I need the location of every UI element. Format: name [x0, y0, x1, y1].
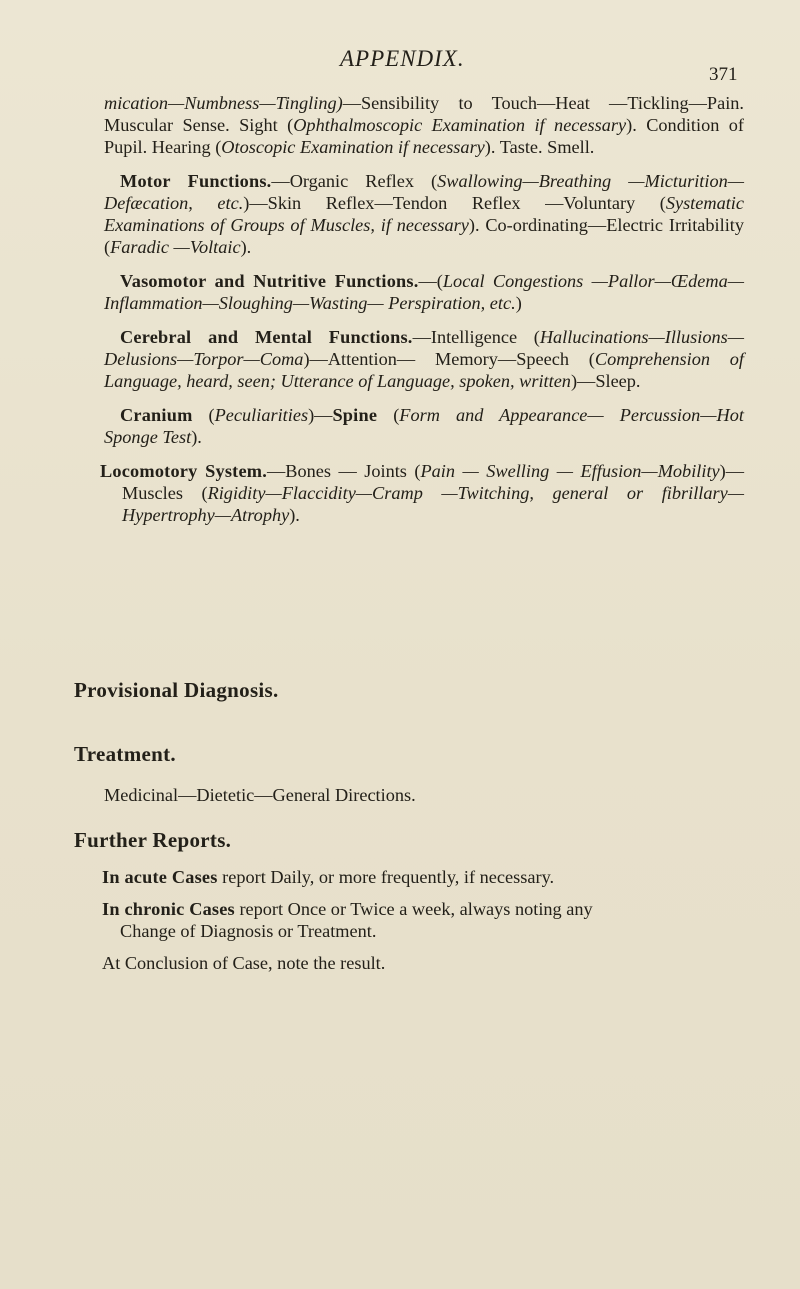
motor-paragraph — [104, 170, 744, 258]
provisional-diagnosis-heading: Provisional Diagnosis. — [74, 678, 279, 702]
treatment-heading: Treatment. — [74, 742, 176, 766]
cranium-text-d: ). — [191, 427, 202, 447]
motor-text-b: )—Skin Reflex—Tendon Reflex —Voluntary ( — [243, 193, 666, 213]
motor-italic-c: Faradic —Voltaic — [110, 237, 241, 257]
locomotory-text-b: )—Muscles ( — [122, 461, 745, 503]
chronic-cases-term: In chronic Cases — [102, 899, 235, 919]
further-reports-heading: Further Reports. — [74, 828, 232, 852]
cerebral-text-c: )—Sleep. — [570, 371, 641, 391]
cranium-italic-b: Form and Appearance— Percussion—Hot Sponge Test — [104, 405, 744, 447]
acute-cases-term: In acute Cases — [102, 867, 218, 887]
treatment-line: Medicinal—Dietetic—General Directions. — [104, 785, 416, 805]
motor-italic-a: Swallowing—Breathing —Micturition—Defæcation, etc. — [104, 171, 744, 213]
sensation-paragraph — [104, 92, 744, 158]
sensation-italic-a: Ophthalmoscopic Examination if necessary — [293, 115, 627, 135]
cerebral-italic-a: Hallucinations—Illusions—Delusions—Torpor—Coma — [104, 327, 744, 369]
locomotory-italic-a: Pain — Swelling — Effusion—Mobility — [420, 461, 720, 481]
examination-schedule — [100, 92, 745, 538]
cranium-text-b: )— — [308, 405, 333, 425]
cranium-text-a: ( — [192, 405, 215, 425]
running-head — [0, 42, 800, 85]
cranium-text-c: ( — [377, 405, 400, 425]
cranium-italic-a: Peculiarities — [214, 405, 309, 425]
sensation-italic-b: Otoscopic Examination if necessary — [221, 137, 485, 157]
vasomotor-text-b: ) — [515, 293, 522, 313]
sensation-text-a: —Sensibility to Touch—Heat —Tickling—Pain. Muscular Sense. Sight ( — [104, 93, 744, 135]
motor-text-d: ). — [240, 237, 252, 257]
vasomotor-term: Vasomotor and Nutritive Functions. — [120, 271, 419, 291]
motor-text-a: —Organic Reflex ( — [271, 171, 438, 191]
cerebral-text-b: )—Attention— Memory—Speech ( — [303, 349, 595, 369]
vasomotor-italic-a: Local Congestions —Pallor—Œdema—Inflammation—Sloughing—Wasting— Perspiration, etc. — [104, 271, 744, 313]
chronic-cases-text-b: Change of Diagnosis or Treatment. — [120, 921, 377, 941]
cranium-paragraph — [104, 404, 744, 448]
sensation-text-b: ). Condition of Pupil. Hearing ( — [104, 115, 745, 157]
locomotory-text-c: ). — [289, 505, 300, 525]
conclusion-line: At Conclusion of Case, note the result. — [102, 953, 386, 973]
cranium-term: Cranium — [120, 405, 193, 425]
chronic-cases-text-a: report Once or Twice a week, always noting any — [234, 899, 593, 919]
cerebral-paragraph — [104, 326, 744, 392]
running-title: APPENDIX. — [340, 46, 465, 71]
vasomotor-text-a: —( — [418, 271, 443, 291]
spine-term: Spine — [332, 405, 378, 425]
vasomotor-paragraph — [104, 270, 744, 314]
locomotory-text-a: —Bones — Joints ( — [266, 461, 421, 481]
acute-cases-text: report Daily, or more frequently, if necessary. — [217, 867, 555, 887]
locomotory-term: Locomotory System. — [100, 461, 267, 481]
motor-text-c: ). Co-ordinating—Electric Irritability ( — [104, 215, 744, 257]
acute-cases-line — [102, 866, 762, 888]
motor-italic-b: Systematic Examinations of Groups of Muscles, if necessary — [104, 193, 744, 235]
chronic-cases-line — [102, 898, 762, 942]
cerebral-italic-b: Comprehension of Language, heard, seen; Utterance of Language, spoken, written — [104, 349, 744, 391]
locomotory-italic-b: Rigidity—Flaccidity—Cramp —Twitching, general or fibrillary—Hypertrophy—Atrophy — [122, 483, 744, 525]
motor-term: Motor Functions. — [120, 171, 272, 191]
page-number: 371 — [709, 64, 738, 85]
cerebral-text-a: —Intelligence ( — [412, 327, 540, 347]
cerebral-term: Cerebral and Mental Functions. — [120, 327, 413, 347]
locomotory-paragraph — [100, 460, 744, 526]
sensation-text-c: ). Taste. Smell. — [484, 137, 595, 157]
sensation-lead: mication—Numbness—Tingling) — [104, 93, 343, 113]
